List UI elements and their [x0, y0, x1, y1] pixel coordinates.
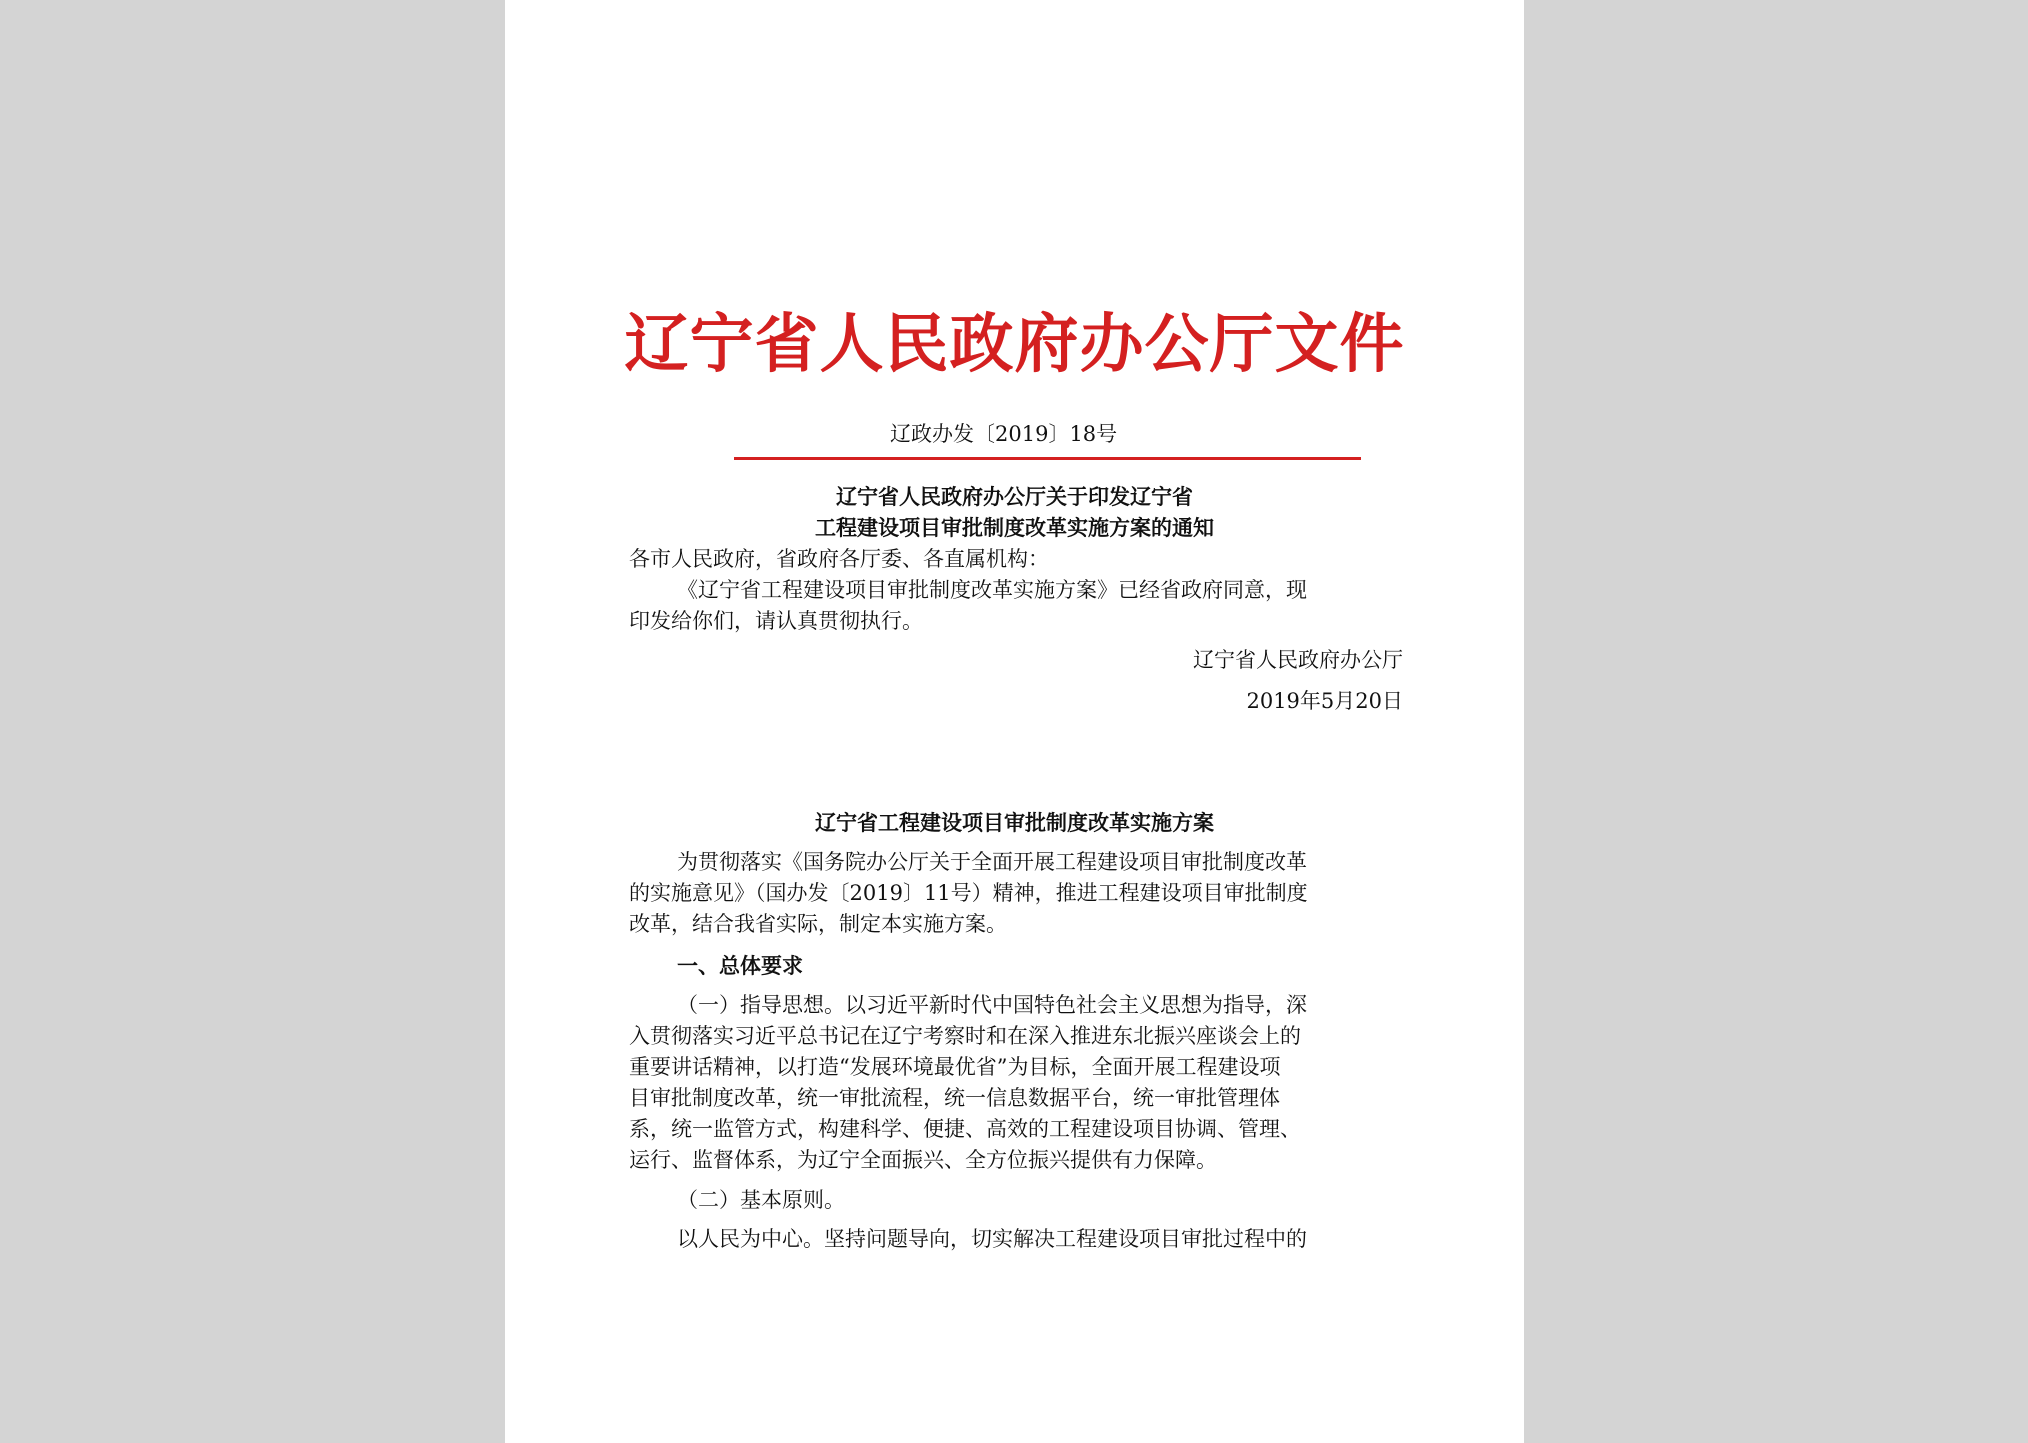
notice-body-line-1: 《辽宁省工程建设项目审批制度改革实施方案》已经省政府同意，现	[677, 578, 1307, 602]
plan-intro-line-2: 的实施意见》（国办发〔2019〕11号）精神，推进工程建设项目审批制度	[629, 881, 1308, 905]
guiding-line-1: （一）指导思想。以习近平新时代中国特色社会主义思想为指导，深	[677, 993, 1307, 1017]
notice-body-line-2: 印发给你们，请认真贯彻执行。	[629, 609, 923, 633]
notice-title-line-1: 辽宁省人民政府办公厅关于印发辽宁省	[836, 484, 1193, 509]
plan-title: 辽宁省工程建设项目审批制度改革实施方案	[815, 810, 1214, 835]
plan-intro-line-1: 为贯彻落实《国务院办公厅关于全面开展工程建设项目审批制度改革	[677, 850, 1307, 874]
guiding-line-4: 目审批制度改革，统一审批流程，统一信息数据平台，统一审批管理体	[629, 1086, 1280, 1110]
notice-title-line-2: 工程建设项目审批制度改革实施方案的通知	[815, 515, 1214, 540]
section-heading: 一、总体要求	[677, 953, 803, 978]
guiding-line-2: 入贯彻落实习近平总书记在辽宁考察时和在深入推进东北振兴座谈会上的	[629, 1024, 1301, 1048]
principles-line-1: 以人民为中心。坚持问题导向，切实解决工程建设项目审批过程中的	[677, 1227, 1307, 1251]
document-number: 辽政办发〔2019〕18号	[890, 422, 1118, 446]
plan-intro-line-3: 改革，结合我省实际，制定本实施方案。	[629, 912, 1007, 936]
guiding-line-6: 运行、监督体系，为辽宁全面振兴、全方位振兴提供有力保障。	[629, 1148, 1217, 1172]
guiding-line-5: 系，统一监管方式，构建科学、便捷、高效的工程建设项目协调、管理、	[629, 1117, 1301, 1141]
red-divider-line	[734, 457, 1361, 460]
document-page	[505, 0, 1524, 1443]
document-header-title: 辽宁省人民政府办公厅文件	[624, 307, 1405, 382]
principles-heading: （二）基本原则。	[677, 1188, 845, 1212]
addressee: 各市人民政府，省政府各厅委、各直属机构：	[629, 547, 1049, 571]
guiding-line-3: 重要讲话精神，以打造“发展环境最优省”为目标，全面开展工程建设项	[629, 1055, 1281, 1079]
issue-date: 2019年5月20日	[1246, 689, 1403, 713]
issuing-office-signature: 辽宁省人民政府办公厅	[1193, 648, 1403, 672]
